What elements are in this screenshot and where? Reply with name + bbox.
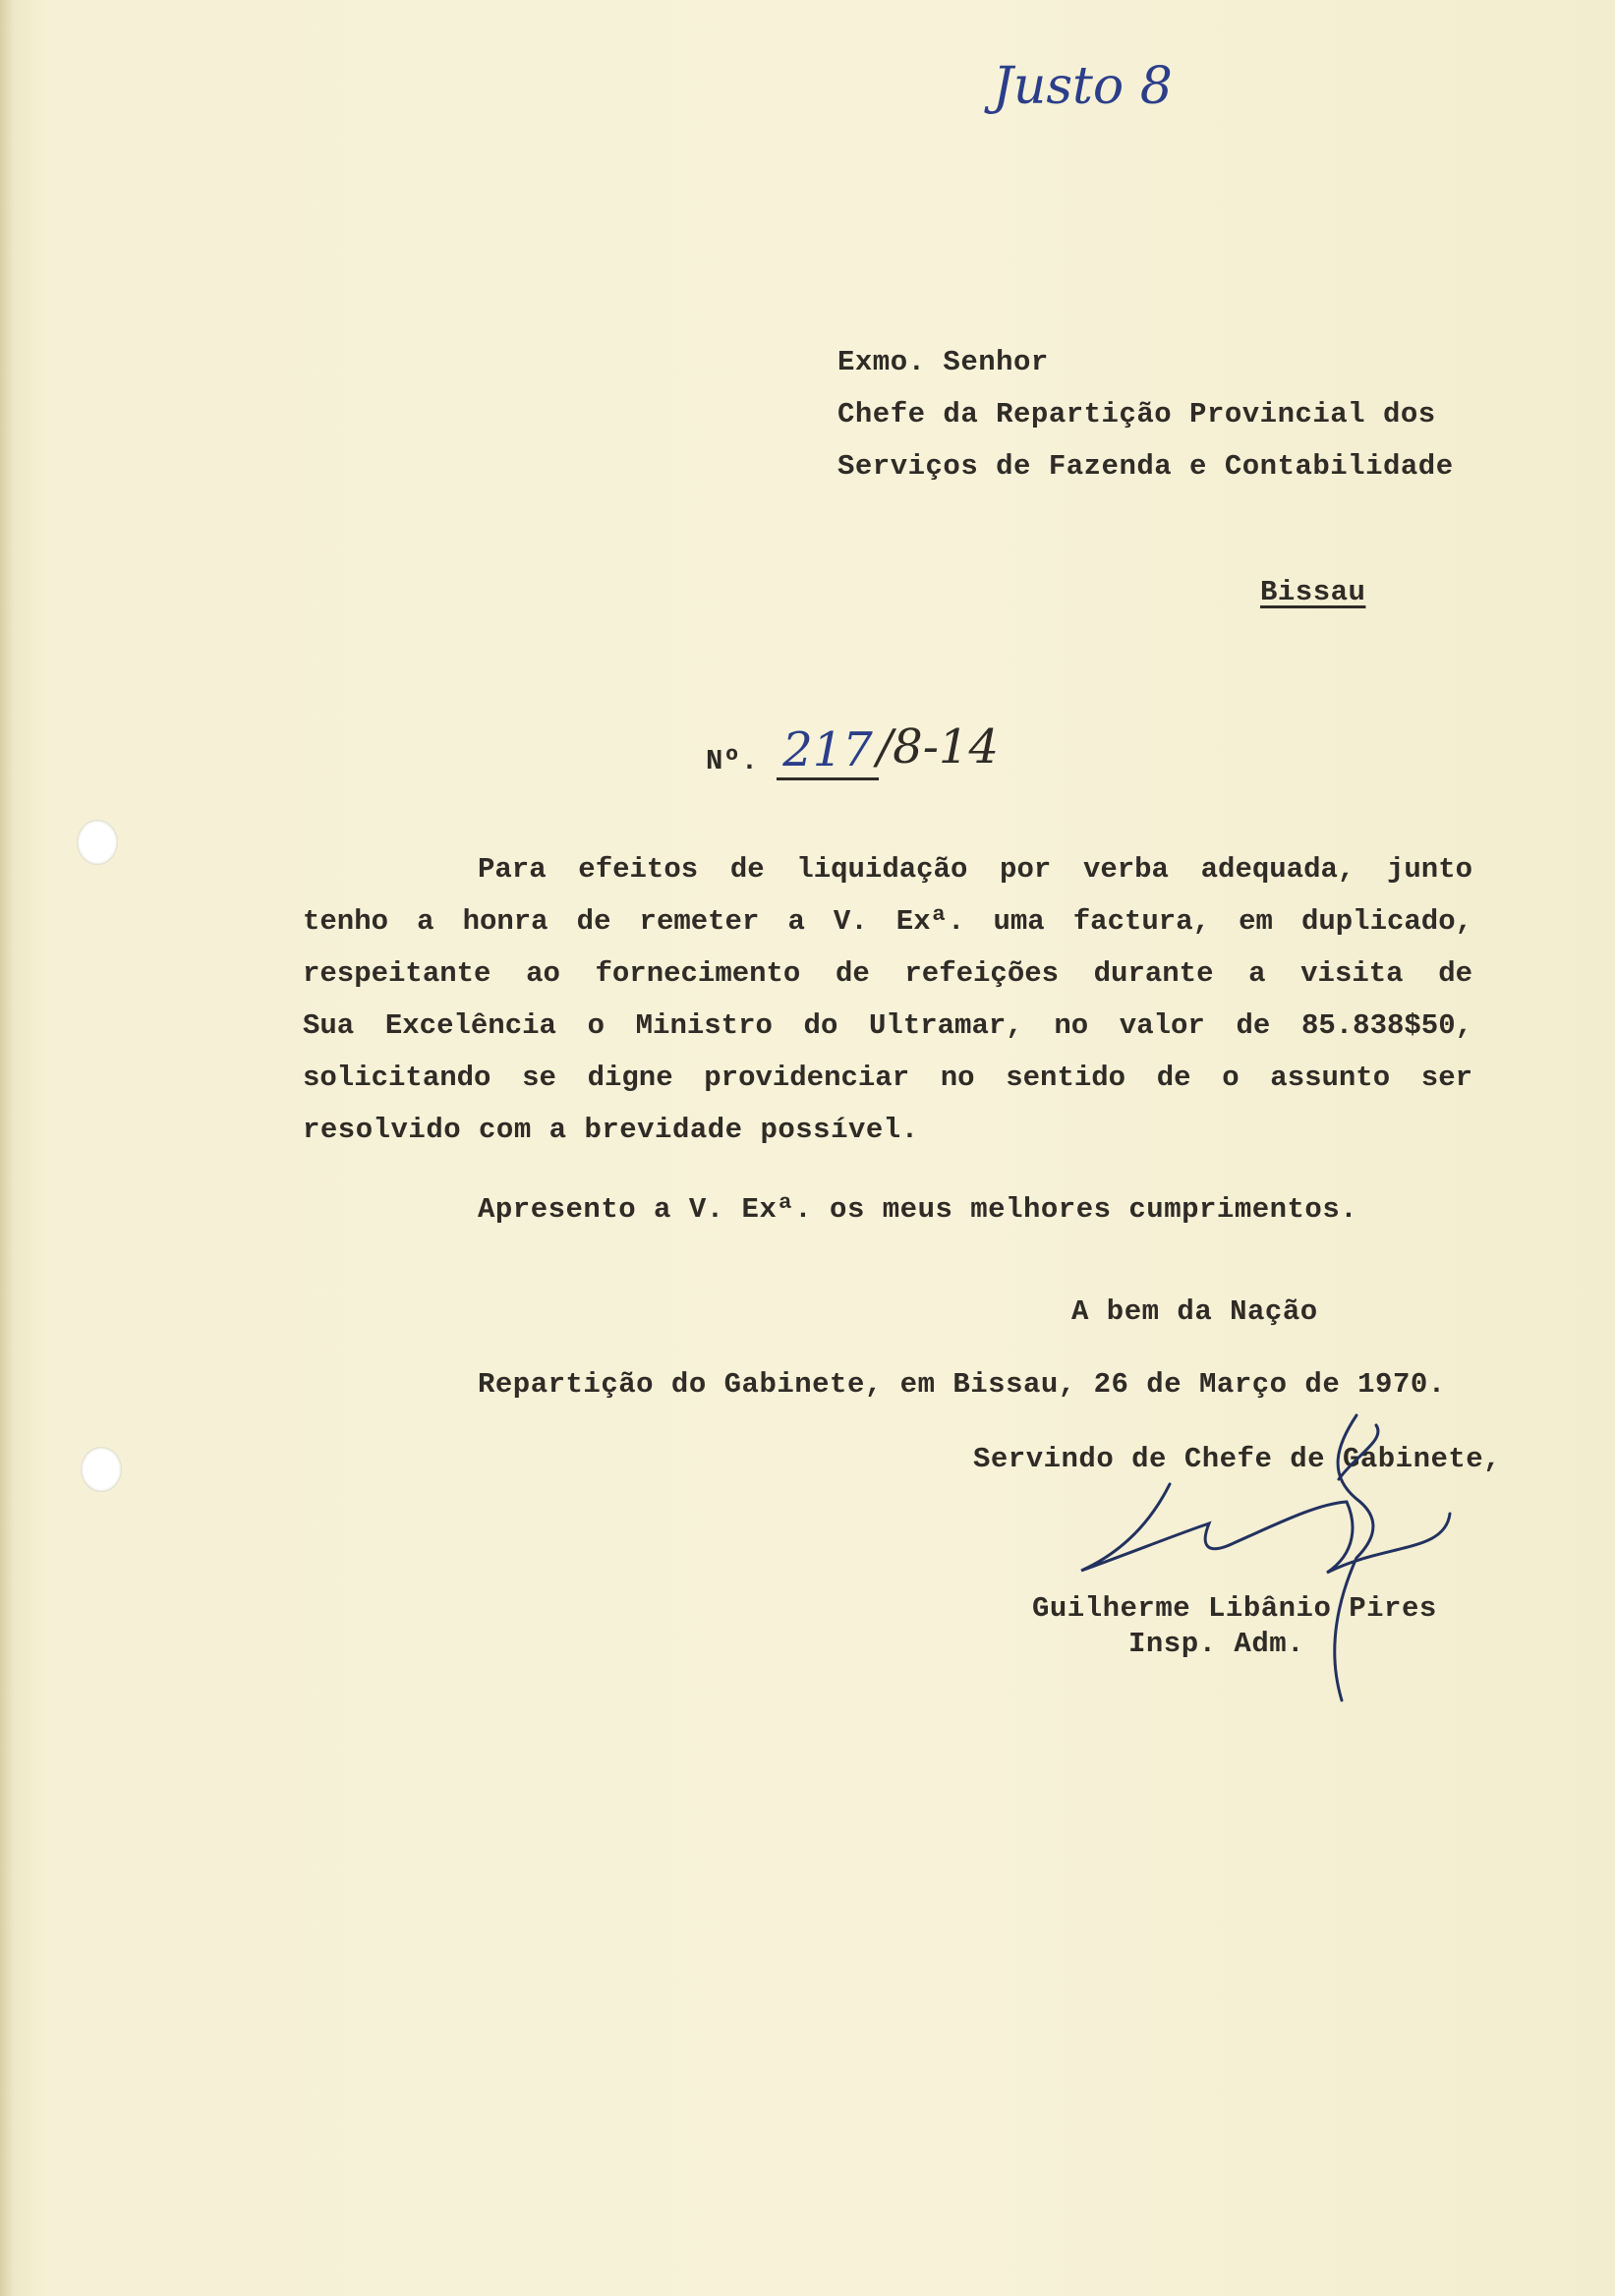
reference-number: 217 [777, 722, 879, 780]
punch-hole-top [77, 820, 118, 865]
signatory-title: Insp. Adm. [1128, 1628, 1305, 1660]
addressee-city: Bissau [1260, 576, 1366, 608]
body-line-1: Para efeitos de liquidação por verba adequada, junto [478, 853, 1472, 886]
addressee-line-3: Serviços de Fazenda e Contabilidade [837, 450, 1454, 483]
addressee-line-1: Exmo. Senhor [837, 346, 1049, 378]
signatory-role: Servindo de Chefe de Gabinete, [973, 1443, 1502, 1475]
handwritten-annotation: Justo 8 [993, 57, 1173, 116]
punch-hole-bottom [81, 1447, 122, 1492]
body-line-3: respeitante ao fornecimento de refeições durante a visita de [303, 957, 1472, 990]
salutation: A bem da Nação [1071, 1295, 1318, 1328]
paper-edge [0, 0, 14, 2296]
signatory-name: Guilherme Libânio Pires [1032, 1592, 1437, 1625]
reference-suffix: /8-14 [877, 719, 1000, 775]
closing-line: Apresento a V. Exª. os meus melhores cumprimentos. [478, 1193, 1358, 1226]
addressee-line-2: Chefe da Repartição Provincial dos [837, 398, 1436, 430]
reference-label: Nº. [706, 745, 759, 777]
place-date: Repartição do Gabinete, em Bissau, 26 de Março de 1970. [478, 1368, 1446, 1401]
body-line-2: tenho a honra de remeter a V. Exª. uma factura, em duplicado, [303, 905, 1472, 938]
body-line-5: solicitando se digne providenciar no sentido de o assunto ser [303, 1062, 1472, 1094]
body-line-6: resolvido com a brevidade possível. [303, 1114, 919, 1146]
handwritten-signature [1062, 1386, 1474, 1710]
body-line-4: Sua Excelência o Ministro do Ultramar, no valor de 85.838$50, [303, 1009, 1472, 1042]
